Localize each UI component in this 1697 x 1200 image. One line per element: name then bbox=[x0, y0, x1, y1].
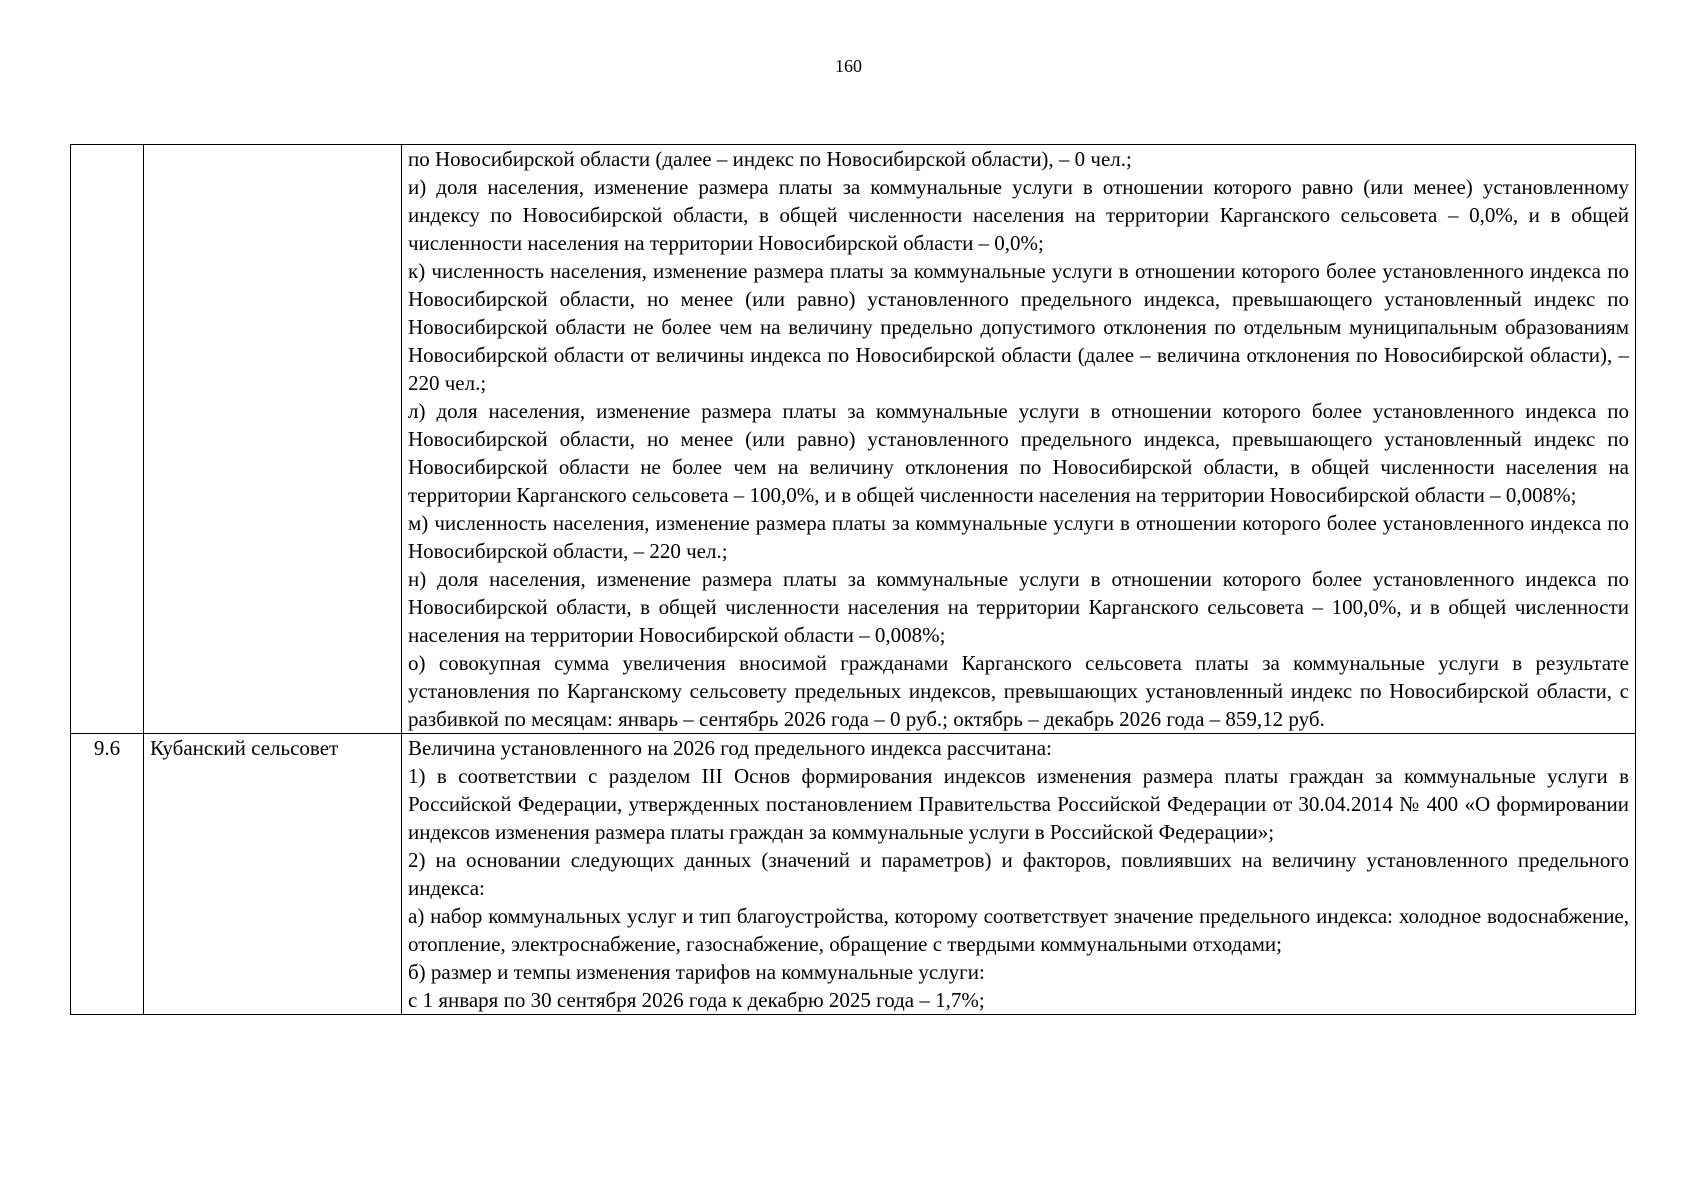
paragraph: б) размер и темпы изменения тарифов на коммунальные услуги: bbox=[408, 960, 985, 984]
paragraph: 2) на основании следующих данных (значений и параметров) и факторов, повлиявших на величину установленного предельного индекса: bbox=[408, 848, 1629, 900]
municipality-name-cell bbox=[144, 145, 402, 734]
row-number-cell bbox=[71, 145, 144, 734]
paragraph: Величина установленного на 2026 год предельного индекса рассчитана: bbox=[408, 736, 1052, 760]
paragraph: н) доля населения, изменение размера платы за коммунальные услуги в отношении которого более установленного индекса по Новосибирской области, в общей численности населения на территории Карганского сельсовета – 100,0%, и в общей численности населения на территории Новосибирской области – 0,008%; bbox=[408, 567, 1629, 647]
row-number-cell: 9.6 bbox=[71, 734, 144, 1015]
paragraph: к) численность населения, изменение размера платы за коммунальные услуги в отношении которого более установленного индекса по Новосибирской области, но менее (или равно) установленного предельного индекса, превышающего установленный индекс по Новосибирской области не более чем на величину предельно допустимого отклонения по отдельным муниципальным образованиям Новосибирской области от величины индекса по Новосибирской области (далее – величина отклонения по Новосибирской области), – 220 чел.; bbox=[408, 259, 1629, 395]
table-row bbox=[71, 145, 1636, 734]
description-cell bbox=[402, 145, 1636, 734]
paragraph: по Новосибирской области (далее – индекс по Новосибирской области), – 0 чел.; bbox=[408, 147, 1132, 171]
description-cell bbox=[402, 734, 1636, 1015]
paragraph: с 1 января по 30 сентября 2026 года к декабрю 2025 года – 1,7%; bbox=[408, 988, 985, 1012]
page-number: 160 bbox=[835, 56, 862, 76]
paragraph: и) доля населения, изменение размера платы за коммунальные услуги в отношении которого равно (или менее) установленному индексу по Новосибирской области, в общей численности населения на территории Карганского сельсовета – 0,0%, и в общей численности населения на территории Новосибирской области – 0,0%; bbox=[408, 175, 1629, 255]
table-row bbox=[71, 734, 1636, 1015]
municipality-name-cell: Кубанский сельсовет bbox=[144, 734, 402, 1015]
paragraph: а) набор коммунальных услуг и тип благоустройства, которому соответствует значение предельного индекса: холодное водоснабжение, отопление, электроснабжение, газоснабжение, обращение с твердыми коммунальными отходами; bbox=[408, 904, 1629, 956]
paragraph: о) совокупная сумма увеличения вносимой гражданами Карганского сельсовета платы за коммунальные услуги в результате установления по Карганскому сельсовету предельных индексов, превышающих установленный индекс по Новосибирской области, с разбивкой по месяцам: январь – сентябрь 2026 года – 0 руб.; октябрь – декабрь 2026 года – 859,12 руб. bbox=[408, 651, 1629, 731]
paragraph: м) численность населения, изменение размера платы за коммунальные услуги в отношении которого более установленного индекса по Новосибирской области, – 220 чел.; bbox=[408, 511, 1629, 563]
document-table bbox=[70, 144, 1636, 1015]
paragraph: 1) в соответствии с разделом III Основ формирования индексов изменения размера платы граждан за коммунальные услуги в Российской Федерации, утвержденных постановлением Правительства Российской Федерации от 30.04.2014 № 400 «О формировании индексов изменения размера платы граждан за коммунальные услуги в Российской Федерации»; bbox=[408, 764, 1629, 844]
paragraph: л) доля населения, изменение размера платы за коммунальные услуги в отношении которого более установленного индекса по Новосибирской области, но менее (или равно) установленного предельного индекса, превышающего установленный индекс по Новосибирской области не более чем на величину отклонения по Новосибирской области, в общей численности населения на территории Карганского сельсовета – 100,0%, и в общей численности населения на территории Новосибирской области – 0,008%; bbox=[408, 399, 1629, 507]
